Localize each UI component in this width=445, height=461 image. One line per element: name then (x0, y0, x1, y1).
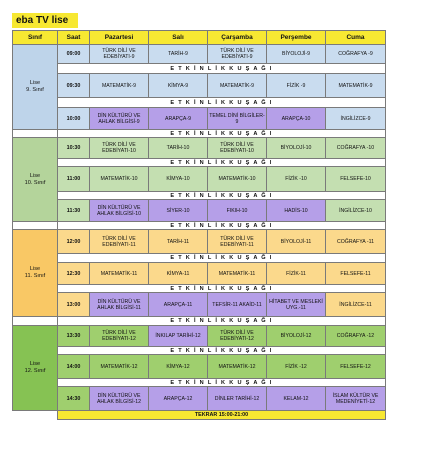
lesson-cell: BİYOLOJİ-11 (266, 229, 326, 254)
column-header: Saat (57, 30, 90, 45)
lesson-cell: İSLAM KÜLTÜR VE MEDENİYETİ-12 (325, 386, 386, 411)
lesson-cell: BİYOLOJİ-12 (266, 325, 326, 347)
activity-band: E T K İ N L İ K K U Ş A Ğ I (57, 221, 386, 230)
column-header: Çarşamba (207, 30, 267, 45)
time-cell: 12:30 (57, 262, 90, 285)
column-header: Salı (148, 30, 208, 45)
lesson-cell: KİMYA-10 (148, 166, 208, 192)
lesson-cell: TÜRK DİLİ VE EDEBİYATI-9 (89, 44, 149, 64)
lesson-cell: COĞRAFYA -10 (325, 137, 386, 159)
time-cell: 14:00 (57, 354, 90, 379)
lesson-cell: DİN KÜLTÜRÜ VE AHLAK BİLGİSİ-12 (89, 386, 149, 411)
rerun-times: TEKRAR 15:00-21:00 (57, 410, 386, 420)
lesson-cell: FİZİK -9 (266, 73, 326, 98)
lesson-cell: TÜRK DİLİ VE EDEBİYATI-9 (207, 44, 267, 64)
lesson-cell: TÜRK DİLİ VE EDEBİYATI-11 (89, 229, 149, 254)
grade-label: Lise 12. Sınıf (12, 325, 58, 411)
lesson-cell: ARAPÇA-10 (266, 107, 326, 130)
lesson-cell: HADİS-10 (266, 199, 326, 222)
lesson-cell: MATEMATİK-12 (207, 354, 267, 379)
lesson-cell: TARİH-9 (148, 44, 208, 64)
lesson-cell: TÜRK DİLİ VE EDEBİYATI-12 (89, 325, 149, 347)
lesson-cell: TÜRK DİLİ VE EDEBİYATI-11 (207, 229, 267, 254)
lesson-cell: MATEMATİK-9 (89, 73, 149, 98)
lesson-cell: MATEMATİK-11 (207, 262, 267, 285)
activity-band: E T K İ N L İ K K U Ş A Ğ I (57, 316, 386, 326)
lesson-cell: KİMYA-11 (148, 262, 208, 285)
grade-separator (12, 316, 58, 326)
lesson-cell: TEFSİR-11 AKAİD-11 (207, 292, 267, 317)
lesson-cell: DİN KÜLTÜRÜ VE AHLAK BİLGİSİ-11 (89, 292, 149, 317)
grade-label: Lise 10. Sınıf (12, 137, 58, 222)
column-header: Sınıf (12, 30, 58, 45)
lesson-cell: FİZİK -10 (266, 166, 326, 192)
lesson-cell: KELAM-12 (266, 386, 326, 411)
grade-label: Lise 11. Sınıf (12, 229, 58, 317)
lesson-cell: İNGİLİZCE-9 (325, 107, 386, 130)
grade-separator (12, 221, 58, 230)
lesson-cell: MATEMATİK-10 (207, 166, 267, 192)
activity-band: E T K İ N L İ K K U Ş A Ğ I (57, 253, 386, 263)
time-cell: 09:30 (57, 73, 90, 98)
activity-band: E T K İ N L İ K K U Ş A Ğ I (57, 191, 386, 200)
lesson-cell: MATEMATİK-9 (325, 73, 386, 98)
activity-band: E T K İ N L İ K K U Ş A Ğ I (57, 284, 386, 293)
lesson-cell: COĞRAFYA -12 (325, 325, 386, 347)
page-title: eba TV lise (12, 13, 78, 28)
lesson-cell: DİN KÜLTÜRÜ VE AHLAK BİLGİSİ-10 (89, 199, 149, 222)
time-cell: 11:30 (57, 199, 90, 222)
lesson-cell: FİZİK-11 (266, 262, 326, 285)
lesson-cell: SİYER-10 (148, 199, 208, 222)
lesson-cell: ARAPÇA-9 (148, 107, 208, 130)
lesson-cell: TARİH-10 (148, 137, 208, 159)
lesson-cell: KİMYA-9 (148, 73, 208, 98)
lesson-cell: BİYOLOJİ-9 (266, 44, 326, 64)
lesson-cell: HİTABET VE MESLEKİ UYG.-11 (266, 292, 326, 317)
lesson-cell: MATEMATİK-10 (89, 166, 149, 192)
activity-band: E T K İ N L İ K K U Ş A Ğ I (57, 129, 386, 138)
lesson-cell: FELSEFE-10 (325, 166, 386, 192)
time-cell: 13:30 (57, 325, 90, 347)
lesson-cell: İNKILAP TARİHİ-12 (148, 325, 208, 347)
lesson-cell: MATEMATİK-9 (207, 73, 267, 98)
lesson-cell: COĞRAFYA -9 (325, 44, 386, 64)
lesson-cell: FELSEFE-11 (325, 262, 386, 285)
lesson-cell: MATEMATİK-11 (89, 262, 149, 285)
lesson-cell: DİNLER TARİHİ-12 (207, 386, 267, 411)
time-cell: 11:00 (57, 166, 90, 192)
lesson-cell: DİN KÜLTÜRÜ VE AHLAK BİLGİSİ-9 (89, 107, 149, 130)
time-cell: 13:00 (57, 292, 90, 317)
column-header: Perşembe (266, 30, 326, 45)
grade-separator (12, 129, 58, 138)
activity-band: E T K İ N L İ K K U Ş A Ğ I (57, 97, 386, 108)
grade-label: Lise 9. Sınıf (12, 44, 58, 130)
lesson-cell: FIKIH-10 (207, 199, 267, 222)
lesson-cell: FELSEFE-12 (325, 354, 386, 379)
lesson-cell: FİZİK -12 (266, 354, 326, 379)
activity-band: E T K İ N L İ K K U Ş A Ğ I (57, 346, 386, 355)
activity-band: E T K İ N L İ K K U Ş A Ğ I (57, 63, 386, 74)
time-cell: 12:00 (57, 229, 90, 254)
column-header: Pazartesi (89, 30, 149, 45)
time-cell: 10:00 (57, 107, 90, 130)
column-header: Cuma (325, 30, 386, 45)
activity-band: E T K İ N L İ K K U Ş A Ğ I (57, 158, 386, 167)
lesson-cell: COĞRAFYA -11 (325, 229, 386, 254)
lesson-cell: TARİH-11 (148, 229, 208, 254)
lesson-cell: TEMEL DİNİ BİLGİLER-9 (207, 107, 267, 130)
lesson-cell: İNGİLİZCE-11 (325, 292, 386, 317)
time-cell: 09:00 (57, 44, 90, 64)
lesson-cell: TÜRK DİLİ VE EDEBİYATI-12 (207, 325, 267, 347)
lesson-cell: MATEMATİK-12 (89, 354, 149, 379)
lesson-cell: TÜRK DİLİ VE EDEBİYATI-10 (207, 137, 267, 159)
time-cell: 14:30 (57, 386, 90, 411)
lesson-cell: ARAPÇA-12 (148, 386, 208, 411)
lesson-cell: KİMYA-12 (148, 354, 208, 379)
lesson-cell: ARAPÇA-11 (148, 292, 208, 317)
activity-band: E T K İ N L İ K K U Ş A Ğ I (57, 378, 386, 387)
lesson-cell: İNGİLİZCE-10 (325, 199, 386, 222)
lesson-cell: BİYOLOJİ-10 (266, 137, 326, 159)
lesson-cell: TÜRK DİLİ VE EDEBİYATI-10 (89, 137, 149, 159)
time-cell: 10:30 (57, 137, 90, 159)
